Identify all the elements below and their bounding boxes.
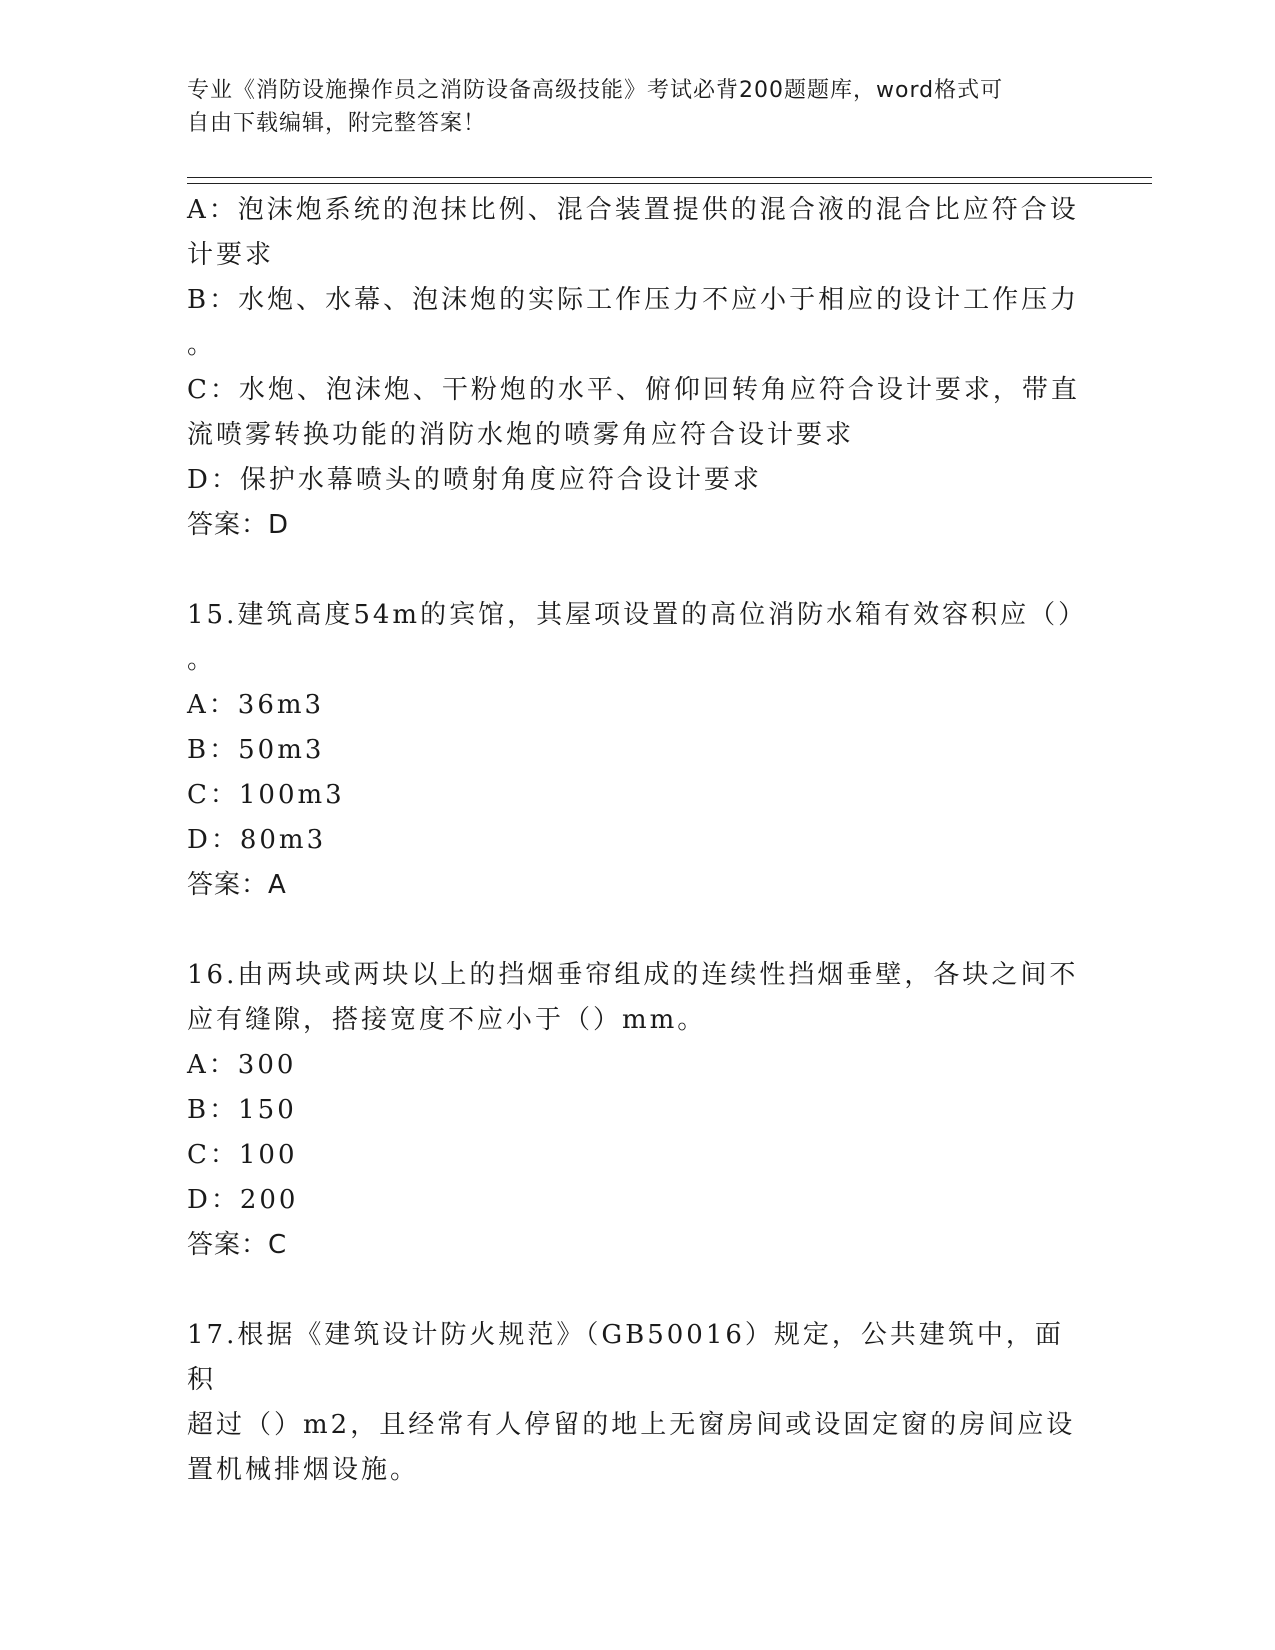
spacer — [187, 548, 1087, 593]
question-15-stem-line-2: 。 — [187, 645, 217, 675]
option-a-line-2: 计要求 — [187, 240, 275, 270]
question-16-stem-line-2: 应有缝隙，搭接宽度不应小于（）mm。 — [187, 1005, 707, 1035]
header-rule-top — [187, 177, 1152, 178]
answer-15: 答案：A — [187, 870, 287, 900]
question-17 — [187, 1313, 1087, 1493]
question-14-options — [187, 188, 1087, 548]
option-d: D：200 — [187, 1185, 299, 1215]
spacer — [187, 1268, 1087, 1313]
answer-16: 答案：C — [187, 1230, 288, 1260]
option-a-line-1: A：泡沫炮系统的泡抹比例、混合装置提供的混合液的混合比应符合设 — [187, 195, 1079, 225]
option-d: D：80m3 — [187, 825, 327, 855]
option-b-line-2: 。 — [187, 330, 217, 360]
option-c-line-1: C：水炮、泡沫炮、干粉炮的水平、俯仰回转角应符合设计要求，带直 — [187, 375, 1080, 405]
header-line-2: 自由下载编辑，附完整答案！ — [187, 111, 487, 136]
page-header — [187, 74, 1067, 140]
question-16-stem-line-1: 16.由两块或两块以上的挡烟垂帘组成的连续性挡烟垂壁，各块之间不 — [187, 960, 1079, 990]
option-a: A：300 — [187, 1050, 297, 1080]
question-17-stem-line-2: 超过（）m2，且经常有人停留的地上无窗房间或设固定窗的房间应设 — [187, 1410, 1076, 1440]
option-c: C：100 — [187, 1140, 298, 1170]
document-body — [187, 188, 1087, 1493]
answer-14: 答案：D — [187, 510, 290, 540]
question-15-stem-line-1: 15.建筑高度54m的宾馆，其屋项设置的高位消防水箱有效容积应（） — [187, 600, 1088, 630]
option-b: B：50m3 — [187, 735, 325, 765]
option-d: D：保护水幕喷头的喷射角度应符合设计要求 — [187, 465, 762, 495]
question-17-stem-line-3: 置机械排烟设施。 — [187, 1455, 420, 1485]
question-16 — [187, 953, 1087, 1268]
question-15 — [187, 593, 1087, 908]
option-c-line-2: 流喷雾转换功能的消防水炮的喷雾角应符合设计要求 — [187, 420, 855, 450]
header-line-1: 专业《消防设施操作员之消防设备高级技能》考试必背200题题库，word格式可 — [187, 78, 1004, 103]
spacer — [187, 908, 1087, 953]
option-a: A：36m3 — [187, 690, 325, 720]
question-17-stem-line-1: 17.根据《建筑设计防火规范》（GB50016）规定，公共建筑中，面积 — [187, 1320, 1064, 1395]
header-rule-bottom — [187, 183, 1152, 184]
option-c: C：100m3 — [187, 780, 345, 810]
option-b-line-1: B：水炮、水幕、泡沫炮的实际工作压力不应小于相应的设计工作压力 — [187, 285, 1080, 315]
option-b: B：150 — [187, 1095, 297, 1125]
